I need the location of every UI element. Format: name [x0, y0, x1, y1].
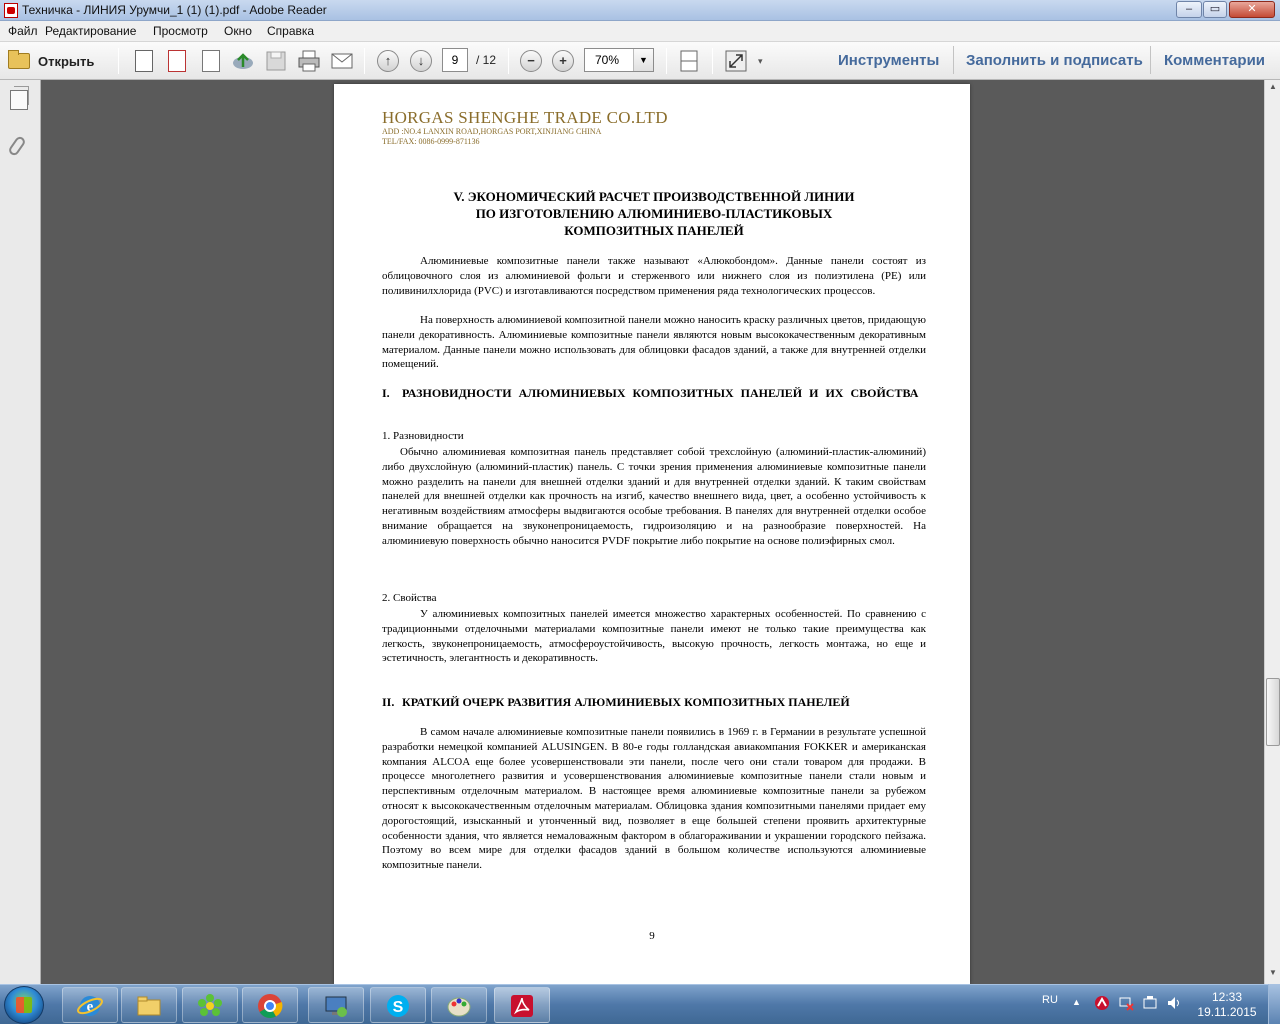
section-number: I. — [382, 386, 390, 400]
separator — [953, 46, 954, 74]
icq-icon[interactable] — [182, 987, 238, 1023]
menu-file[interactable]: Файл — [8, 24, 38, 38]
zoom-select[interactable] — [584, 48, 654, 72]
page-number-input[interactable]: 9 — [442, 48, 468, 72]
menu-edit[interactable]: Редактирование — [45, 24, 137, 38]
address-line: ADD :NO.4 LANXIN ROAD,HORGAS PORT,XINJIANG CHINA — [382, 127, 602, 136]
file-explorer-icon[interactable] — [121, 987, 177, 1023]
fill-sign-pane-link[interactable]: Заполнить и подписать — [966, 52, 1143, 69]
close-button[interactable]: ✕ — [1229, 1, 1275, 18]
page-thumbnails-icon[interactable] — [10, 90, 28, 110]
adobe-reader-taskbar-icon[interactable] — [494, 987, 550, 1023]
telfax-line: TEL/FAX: 0086-0999-871136 — [382, 137, 480, 146]
zoom-value: 70% — [595, 53, 620, 67]
page-number: 9 — [649, 930, 655, 942]
scroll-down-icon[interactable]: ▼ — [1269, 968, 1277, 977]
page-total: / 12 — [476, 53, 497, 67]
paint-icon[interactable] — [431, 987, 487, 1023]
remote-desktop-icon[interactable] — [308, 987, 364, 1023]
attachments-icon[interactable] — [7, 135, 27, 157]
fit-page-icon[interactable] — [677, 49, 701, 73]
menu-window[interactable]: Окно — [224, 24, 252, 38]
create-pdf-icon[interactable] — [132, 49, 156, 73]
section-title: КРАТКИЙ ОЧЕРК РАЗВИТИЯ АЛЮМИНИЕВЫХ КОМПОЗИТНЫХ ПАНЕЛЕЙ — [402, 695, 850, 709]
comments-pane-link[interactable]: Комментарии — [1164, 52, 1266, 69]
section-ii-text: В самом начале алюминиевые композитные панели появились в 1969 г. в Германии в результате успешной разработки немецкой компанией ALUSINGEN. В 80-е годы голландская авиакомпания FOKKER и американская компания ALCOA еще более усовершенствовали эти панели, после чего они стали товаром для продажи. В процессе многолетнего развития и усовершенствования алюминиевые композитные панели стали новым и перспективным отделочным материалом. В настоящее время алюминиевые композитные панели за рубежом относят к высококачественным отделочным материалам. Облицовка здания композитными панелями придает ему дорогостоящий, изысканный и утонченный вид, позволяет в еще большей степени проявить архитектурные особенности здания, что является немаловажным фактором в облагораживании и украшении городского пейзажа. Поэтому во всем мире для отделки фасадов зданий в большом количестве используются алюминиевые композитные панели. — [382, 726, 926, 872]
separator — [364, 48, 365, 74]
subsection-1-title: 1. Разновидности — [382, 430, 464, 442]
show-desktop-button[interactable] — [1268, 984, 1280, 1024]
maximize-button[interactable]: ▭ — [1203, 1, 1227, 18]
clock-time: 12:33 — [1211, 990, 1243, 1004]
internet-explorer-icon[interactable] — [62, 987, 118, 1023]
intro-paragraph-2: На поверхность алюминиевой композитной панели можно наносить краску различных цветов, придающую панели декоративность. Алюминиевые композитные панели являются новым высококачественным декоративным материалом. Данные панели можно использовать для облицовки фасадов зданий, а также для внутренней отделки помещений. — [382, 314, 926, 371]
upload-cloud-icon[interactable] — [231, 49, 255, 73]
clock-date: 19.11.2015 — [1197, 1005, 1257, 1019]
section-i-heading — [382, 386, 926, 401]
email-icon[interactable] — [330, 49, 354, 73]
antivirus-icon[interactable] — [1094, 995, 1110, 1014]
previous-page-button[interactable]: ↑ — [377, 50, 399, 72]
subsection-1-text: Обычно алюминиевая композитная панель представляет собой трехслойную (алюминий-пластик-алюминий) либо двухслойную (алюминий-пластик) панель. С точки зрения применения алюминиевые композитные панели можно разделить на панели для внешней отделки зданий и для внутренней отделки зданий. К таким свойствам панелей для внешней отделки как прочность на изгиб, качество внешнего вида, цвет, а особенно устойчивость к негативным воздействиям атмосферы выдвигаются особые требования. В панелях для внутренней отделки особое внимание обращается на звуконепроницаемость, гидроизоляцию и на разнообразие поверхностей. На алюминиевую поверхность обычно наносится PVDF покрытие либо покрытие на основе полиэфирных смол. — [382, 446, 926, 547]
folder-icon — [8, 53, 30, 69]
vertical-scrollbar[interactable] — [1264, 80, 1280, 984]
start-button[interactable] — [4, 986, 44, 1024]
section-number: II. — [382, 695, 395, 709]
language-indicator[interactable]: RU — [1042, 994, 1058, 1006]
system-clock[interactable] — [1190, 990, 1264, 1020]
svg-text:S: S — [392, 999, 404, 1016]
svg-text:e: e — [86, 999, 94, 1015]
toolbar-overflow-icon[interactable]: ▾ — [758, 56, 763, 66]
separator — [508, 48, 509, 74]
subsection-2-title: 2. Свойства — [382, 592, 437, 604]
separator — [666, 48, 667, 74]
show-hidden-icons[interactable]: ▲ — [1072, 997, 1081, 1007]
separator — [712, 48, 713, 74]
taskbar — [0, 984, 1280, 1024]
adobe-reader-icon — [4, 3, 18, 18]
section-title: РАЗНОВИДНОСТИ АЛЮМИНИЕВЫХ КОМПОЗИТНЫХ ПАНЕЛЕЙ И ИХ СВОЙСТВА — [402, 386, 919, 400]
subsection-2-text: У алюминиевых композитных панелей имеется множество характерных особенностей. По сравнению с традиционными отделочными материалами композитные панели имеют не только такие преимущества как легкость, звуконепроницаемость, атмосфероустойчивость, высокую прочность, легкость монтажа, но еще и эстетичность, элегантность и декоративность. — [382, 608, 926, 665]
section-ii-heading — [382, 695, 926, 710]
heading-line: КОМПОЗИТНЫХ ПАНЕЛЕЙ — [564, 223, 744, 238]
section-heading-v — [382, 188, 926, 239]
heading-line: V. ЭКОНОМИЧЕСКИЙ РАСЧЕТ ПРОИЗВОДСТВЕННОЙ ЛИНИИ — [453, 189, 855, 204]
skype-icon[interactable] — [370, 987, 426, 1023]
open-label: Открыть — [38, 53, 95, 69]
menu-help[interactable]: Справка — [267, 24, 315, 38]
company-address — [382, 127, 601, 147]
separator — [118, 48, 119, 74]
full-screen-icon[interactable] — [724, 49, 748, 73]
minimize-button[interactable]: – — [1176, 1, 1202, 18]
open-button[interactable] — [8, 49, 94, 73]
action-center-icon[interactable] — [1142, 995, 1158, 1014]
intro-paragraph-1: Алюминиевые композитные панели также называют «Алюкобондом». Данные панели состоят из облицовочного слоя из алюминиевой фольги и стерженвого или нижнего слоя из полиэтилена (PE) или поливинилхлорида (PVC) и изготавливаются посредством применения ряда технологических процессов. — [382, 255, 926, 297]
window-title: Техничка - ЛИНИЯ Урумчи_1 (1) (1).pdf - Adobe Reader — [22, 3, 327, 17]
separator — [1150, 46, 1151, 74]
volume-icon[interactable] — [1166, 995, 1182, 1014]
zoom-out-button[interactable]: − — [520, 50, 542, 72]
pdf-page — [334, 84, 970, 984]
print-icon[interactable] — [297, 49, 321, 73]
chrome-icon[interactable] — [242, 987, 298, 1023]
heading-line: ПО ИЗГОТОВЛЕНИЮ АЛЮМИНИЕВО-ПЛАСТИКОВЫХ — [475, 206, 833, 221]
menu-bar — [0, 21, 1280, 42]
zoom-in-button[interactable]: + — [552, 50, 574, 72]
tools-pane-link[interactable]: Инструменты — [838, 52, 940, 69]
menu-view[interactable]: Просмотр — [153, 24, 208, 38]
export-pdf-icon[interactable] — [165, 49, 189, 73]
chevron-down-icon[interactable]: ▼ — [633, 49, 653, 71]
edit-pdf-icon[interactable] — [199, 49, 223, 73]
title-bar — [0, 0, 1280, 21]
navigation-panel — [0, 80, 41, 984]
network-icon[interactable] — [1118, 995, 1134, 1014]
next-page-button[interactable]: ↓ — [410, 50, 432, 72]
scroll-up-icon[interactable]: ▲ — [1269, 82, 1277, 91]
company-name: HORGAS SHENGHE TRADE CO.LTD — [382, 108, 668, 127]
save-icon[interactable] — [264, 49, 288, 73]
scroll-thumb[interactable] — [1266, 678, 1280, 746]
